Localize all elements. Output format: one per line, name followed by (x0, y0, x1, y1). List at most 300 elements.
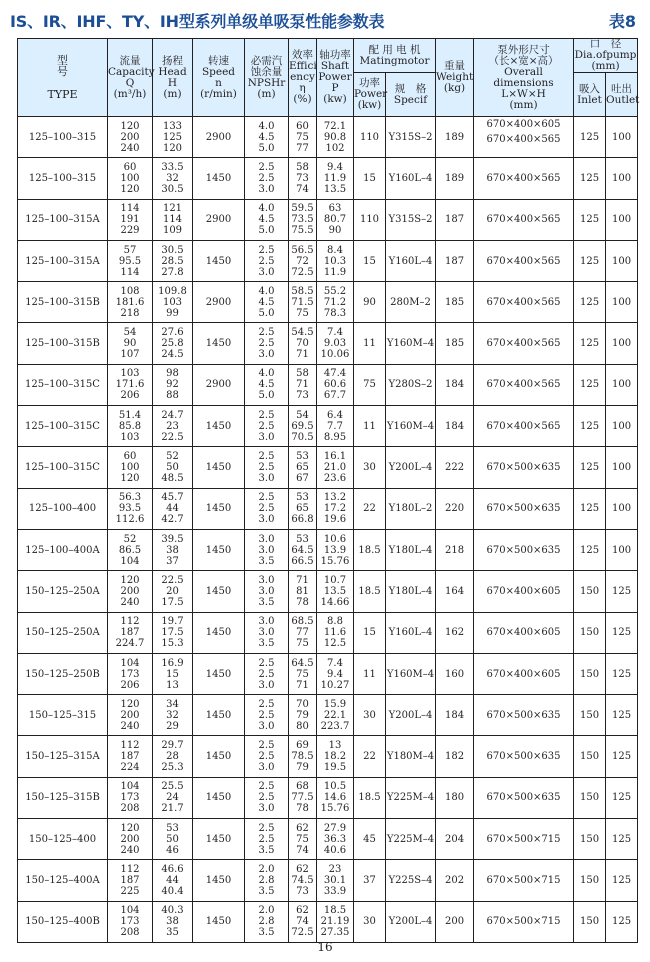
header-diameter: 口 径 Dia.ofpump (mm) (574, 38, 637, 72)
cell-capacity: 112 187 224.7 (108, 612, 153, 653)
cell-efficiency: 56.5 72 72.5 (289, 240, 317, 281)
cell-motor-power: 30 (354, 901, 386, 942)
cell-weight: 187 (436, 240, 474, 281)
cell-speed: 1450 (193, 612, 245, 653)
cell-head: 109.8 103 99 (153, 282, 193, 323)
cell-shaft-power: 47.4 60.6 67.7 (317, 364, 354, 405)
cell-speed: 1450 (193, 819, 245, 860)
cell-dimensions: 670×400×565 (474, 199, 574, 240)
cell-shaft-power: 18.5 21.19 27.35 (317, 901, 354, 942)
cell-motor-spec: Y225M–4 (386, 819, 436, 860)
cell-capacity: 56.3 93.5 112.6 (108, 488, 153, 529)
cell-outlet: 125 (606, 860, 638, 901)
cell-motor-power: 11 (354, 653, 386, 694)
cell-weight: 189 (436, 117, 474, 158)
cell-weight: 180 (436, 777, 474, 818)
cell-npsh: 4.0 4.5 5.0 (245, 282, 289, 323)
cell-model: 125–100–315B (18, 323, 108, 364)
table-row (18, 736, 638, 777)
cell-motor-spec: 280M–2 (386, 282, 436, 323)
cell-model: 125–100–315A (18, 240, 108, 281)
cell-inlet: 125 (574, 364, 606, 405)
cell-model: 125–100–400 (18, 488, 108, 529)
table-row (18, 158, 638, 199)
cell-motor-spec: Y200L–4 (386, 695, 436, 736)
cell-motor-power: 110 (354, 117, 386, 158)
cell-npsh: 2.5 2.5 3.5 (245, 819, 289, 860)
cell-speed: 1450 (193, 860, 245, 901)
cell-head: 33.5 32 30.5 (153, 158, 193, 199)
table-row (18, 529, 638, 570)
cell-capacity: 120 200 240 (108, 117, 153, 158)
cell-efficiency: 70 79 80 (289, 695, 317, 736)
cell-shaft-power: 63 80.7 90 (317, 199, 354, 240)
cell-motor-power: 15 (354, 158, 386, 199)
cell-efficiency: 58.5 71.5 75 (289, 282, 317, 323)
cell-outlet: 125 (606, 901, 638, 942)
table-row (18, 406, 638, 447)
cell-dimensions: 670×400×565 (474, 406, 574, 447)
table-row (18, 240, 638, 281)
cell-inlet: 125 (574, 323, 606, 364)
cell-outlet: 125 (606, 736, 638, 777)
cell-outlet: 125 (606, 571, 638, 612)
cell-speed: 1450 (193, 653, 245, 694)
cell-motor-power: 22 (354, 736, 386, 777)
cell-inlet: 125 (574, 158, 606, 199)
cell-head: 24.7 23 22.5 (153, 406, 193, 447)
cell-efficiency: 62 75 74 (289, 819, 317, 860)
cell-shaft-power: 7.4 9.03 10.06 (317, 323, 354, 364)
header-motor-spec: 规 格 Specif (386, 73, 436, 117)
cell-efficiency: 62 74.5 73 (289, 860, 317, 901)
cell-inlet: 150 (574, 653, 606, 694)
cell-inlet: 150 (574, 819, 606, 860)
cell-weight: 184 (436, 364, 474, 405)
cell-motor-power: 11 (354, 323, 386, 364)
cell-efficiency: 60 75 77 (289, 117, 317, 158)
cell-shaft-power: 8.4 10.3 11.9 (317, 240, 354, 281)
table-row (18, 282, 638, 323)
cell-efficiency: 59.5 73.5 75.5 (289, 199, 317, 240)
cell-head: 40.3 38 35 (153, 901, 193, 942)
cell-outlet: 100 (606, 323, 638, 364)
header-weight: 重量 Weight (kg) (436, 39, 474, 117)
cell-model: 125–100–315A (18, 199, 108, 240)
cell-npsh: 2.5 2.5 3.0 (245, 240, 289, 281)
cell-motor-spec: Y225S–4 (386, 860, 436, 901)
cell-dimensions: 670×500×715 (474, 819, 574, 860)
cell-motor-power: 18.5 (354, 571, 386, 612)
cell-shaft-power: 23 30.1 33.9 (317, 860, 354, 901)
pump-performance-table (17, 38, 638, 943)
cell-head: 30.5 28.5 27.8 (153, 240, 193, 281)
cell-speed: 1450 (193, 488, 245, 529)
cell-motor-spec: Y200L–4 (386, 447, 436, 488)
table-row (18, 653, 638, 694)
cell-motor-spec: Y225M–4 (386, 777, 436, 818)
table-row (18, 364, 638, 405)
cell-inlet: 150 (574, 736, 606, 777)
table-row (18, 777, 638, 818)
cell-npsh: 3.0 3.0 3.5 (245, 529, 289, 570)
table-row (18, 488, 638, 529)
cell-speed: 2900 (193, 282, 245, 323)
cell-dimensions: 670×400×565 (474, 240, 574, 281)
cell-capacity: 112 187 224 (108, 736, 153, 777)
cell-model: 150–125–400A (18, 860, 108, 901)
cell-motor-power: 18.5 (354, 529, 386, 570)
cell-outlet: 125 (606, 695, 638, 736)
cell-speed: 2900 (193, 199, 245, 240)
cell-npsh: 2.5 2.5 3.0 (245, 653, 289, 694)
cell-head: 133 125 120 (153, 117, 193, 158)
cell-speed: 1450 (193, 777, 245, 818)
cell-motor-spec: Y160L–4 (386, 612, 436, 653)
header-outlet: 吐出 Outlet (606, 73, 638, 117)
cell-efficiency: 64.5 75 71 (289, 653, 317, 694)
cell-motor-power: 37 (354, 860, 386, 901)
cell-capacity: 104 173 206 (108, 653, 153, 694)
cell-motor-power: 15 (354, 240, 386, 281)
cell-outlet: 100 (606, 240, 638, 281)
cell-npsh: 2.5 2.5 3.0 (245, 736, 289, 777)
cell-efficiency: 68 77.5 78 (289, 777, 317, 818)
cell-outlet: 125 (606, 653, 638, 694)
cell-weight: 162 (436, 612, 474, 653)
cell-speed: 2900 (193, 117, 245, 158)
cell-shaft-power: 16.1 21.0 23.6 (317, 447, 354, 488)
header-dimensions: 泵外形尺寸 （长×宽×高） Overall dimensions L×W×H (mm) (474, 39, 574, 117)
cell-motor-power: 75 (354, 364, 386, 405)
cell-inlet: 150 (574, 860, 606, 901)
cell-speed: 1450 (193, 571, 245, 612)
cell-capacity: 51.4 85.8 103 (108, 406, 153, 447)
header-npsh: 必需汽 蚀余量 NPSHr (m) (245, 39, 289, 117)
page-number: 16 (317, 940, 333, 954)
cell-capacity: 54 90 107 (108, 323, 153, 364)
cell-npsh: 2.5 2.5 3.0 (245, 695, 289, 736)
cell-motor-power: 30 (354, 447, 386, 488)
cell-dimensions: 670×500×715 (474, 901, 574, 942)
cell-outlet: 100 (606, 447, 638, 488)
cell-outlet: 100 (606, 282, 638, 323)
cell-outlet: 100 (606, 199, 638, 240)
cell-shaft-power: 10.7 13.5 14.66 (317, 571, 354, 612)
cell-dimensions: 670×400×565 (474, 282, 574, 323)
cell-head: 52 50 48.5 (153, 447, 193, 488)
cell-head: 53 50 46 (153, 819, 193, 860)
cell-head: 98 92 88 (153, 364, 193, 405)
cell-motor-spec: Y315S–2 (386, 199, 436, 240)
cell-model: 125–100–315C (18, 364, 108, 405)
cell-outlet: 100 (606, 529, 638, 570)
cell-dimensions: 670×400×605 (474, 612, 574, 653)
cell-dimensions: 670×400×565 (474, 364, 574, 405)
cell-inlet: 125 (574, 488, 606, 529)
cell-dimensions: 670×400×605 (474, 653, 574, 694)
cell-model: 125–100–315 (18, 117, 108, 158)
cell-motor-spec: Y160M–4 (386, 406, 436, 447)
cell-weight: 218 (436, 529, 474, 570)
cell-motor-power: 22 (354, 488, 386, 529)
cell-dimensions: 670×400×565 (474, 323, 574, 364)
header-shaft-power: 轴功率 Shaft Power P (kw) (317, 39, 354, 117)
cell-outlet: 100 (606, 364, 638, 405)
cell-efficiency: 68.5 77 75 (289, 612, 317, 653)
cell-inlet: 125 (574, 447, 606, 488)
cell-model: 150–125–400 (18, 819, 108, 860)
cell-efficiency: 53 64.5 66.5 (289, 529, 317, 570)
cell-speed: 1450 (193, 406, 245, 447)
cell-outlet: 125 (606, 612, 638, 653)
cell-npsh: 3.0 3.0 3.5 (245, 612, 289, 653)
cell-inlet: 150 (574, 612, 606, 653)
cell-shaft-power: 13.2 17.2 19.6 (317, 488, 354, 529)
cell-inlet: 150 (574, 901, 606, 942)
cell-inlet: 125 (574, 529, 606, 570)
cell-outlet: 125 (606, 819, 638, 860)
cell-shaft-power: 72.1 90.8 102 (317, 117, 354, 158)
cell-head: 46.6 44 40.4 (153, 860, 193, 901)
cell-model: 150–125–315B (18, 777, 108, 818)
cell-speed: 1450 (193, 736, 245, 777)
cell-capacity: 103 171.6 206 (108, 364, 153, 405)
cell-dimensions: 670×500×635 (474, 447, 574, 488)
cell-weight: 185 (436, 282, 474, 323)
cell-shaft-power: 15.9 22.1 223.7 (317, 695, 354, 736)
cell-dimensions: 670×400×605 (474, 571, 574, 612)
table-row (18, 860, 638, 901)
cell-capacity: 60 100 120 (108, 447, 153, 488)
cell-model: 125–100–315C (18, 406, 108, 447)
cell-dimensions: 670×400×605 670×400×565 (474, 117, 574, 158)
cell-npsh: 3.0 3.0 3.5 (245, 571, 289, 612)
cell-inlet: 150 (574, 571, 606, 612)
cell-capacity: 112 187 225 (108, 860, 153, 901)
cell-speed: 1450 (193, 901, 245, 942)
cell-shaft-power: 9.4 11.9 13.5 (317, 158, 354, 199)
cell-motor-power: 18.5 (354, 777, 386, 818)
cell-dimensions: 670×500×635 (474, 777, 574, 818)
table-row (18, 117, 638, 158)
cell-capacity: 104 173 208 (108, 901, 153, 942)
cell-efficiency: 53 65 66.8 (289, 488, 317, 529)
header-motor: 配 用 电 机 Matingmotor (354, 39, 436, 73)
cell-npsh: 2.5 2.5 3.0 (245, 158, 289, 199)
cell-motor-spec: Y280S–2 (386, 364, 436, 405)
cell-dimensions: 670×500×635 (474, 736, 574, 777)
cell-head: 34 32 29 (153, 695, 193, 736)
cell-inlet: 150 (574, 695, 606, 736)
header-speed: 转速 Speed n (r/min) (193, 39, 245, 117)
cell-motor-spec: Y160M–4 (386, 323, 436, 364)
cell-speed: 2900 (193, 364, 245, 405)
cell-capacity: 104 173 208 (108, 777, 153, 818)
cell-motor-power: 110 (354, 199, 386, 240)
cell-motor-power: 30 (354, 695, 386, 736)
cell-motor-spec: Y180M–4 (386, 736, 436, 777)
cell-outlet: 100 (606, 488, 638, 529)
cell-dimensions: 670×500×635 (474, 488, 574, 529)
cell-speed: 1450 (193, 323, 245, 364)
cell-npsh: 2.5 2.5 3.0 (245, 406, 289, 447)
cell-capacity: 114 191 229 (108, 199, 153, 240)
cell-speed: 1450 (193, 158, 245, 199)
table-row (18, 199, 638, 240)
table-row (18, 612, 638, 653)
cell-capacity: 57 95.5 114 (108, 240, 153, 281)
cell-dimensions: 670×500×635 (474, 529, 574, 570)
cell-npsh: 2.5 2.5 3.0 (245, 323, 289, 364)
cell-capacity: 52 86.5 104 (108, 529, 153, 570)
header-efficiency: 效率 Effici ency η (%) (289, 39, 317, 117)
cell-weight: 202 (436, 860, 474, 901)
cell-npsh: 2.0 2.8 3.5 (245, 860, 289, 901)
cell-inlet: 125 (574, 406, 606, 447)
cell-model: 150–125–315 (18, 695, 108, 736)
cell-efficiency: 69 78.5 79 (289, 736, 317, 777)
cell-capacity: 120 200 240 (108, 819, 153, 860)
cell-head: 27.6 25.8 24.5 (153, 323, 193, 364)
cell-weight: 204 (436, 819, 474, 860)
cell-model: 125–100–400A (18, 529, 108, 570)
cell-npsh: 2.5 2.5 3.0 (245, 447, 289, 488)
cell-shaft-power: 55.2 71.2 78.3 (317, 282, 354, 323)
cell-weight: 164 (436, 571, 474, 612)
cell-inlet: 125 (574, 117, 606, 158)
table-row (18, 447, 638, 488)
cell-model: 125–100–315B (18, 282, 108, 323)
cell-motor-power: 45 (354, 819, 386, 860)
cell-weight: 187 (436, 199, 474, 240)
cell-outlet: 100 (606, 406, 638, 447)
cell-capacity: 60 100 120 (108, 158, 153, 199)
header-capacity: 流量 Capacity Q (m³/h) (108, 39, 153, 117)
cell-weight: 184 (436, 695, 474, 736)
cell-model: 125–100–315 (18, 158, 108, 199)
cell-inlet: 150 (574, 777, 606, 818)
cell-speed: 1450 (193, 240, 245, 281)
cell-shaft-power: 27.9 36.3 40.6 (317, 819, 354, 860)
cell-efficiency: 58 73 74 (289, 158, 317, 199)
cell-npsh: 2.5 2.5 3.0 (245, 777, 289, 818)
cell-weight: 220 (436, 488, 474, 529)
cell-motor-spec: Y160M–4 (386, 653, 436, 694)
cell-motor-spec: Y180L–2 (386, 488, 436, 529)
cell-npsh: 2.0 2.8 3.5 (245, 901, 289, 942)
cell-weight: 200 (436, 901, 474, 942)
header-model: 型号 TYPE (18, 39, 108, 117)
cell-motor-spec: Y160L–4 (386, 158, 436, 199)
table-row (18, 571, 638, 612)
cell-model: 150–125–315A (18, 736, 108, 777)
cell-inlet: 125 (574, 282, 606, 323)
cell-model: 150–125–250A (18, 612, 108, 653)
cell-shaft-power: 7.4 9.4 10.27 (317, 653, 354, 694)
cell-capacity: 120 200 240 (108, 571, 153, 612)
cell-head: 22.5 20 17.5 (153, 571, 193, 612)
cell-efficiency: 54.5 70 71 (289, 323, 317, 364)
cell-capacity: 120 200 240 (108, 695, 153, 736)
cell-motor-power: 11 (354, 406, 386, 447)
table-number: 表8 (608, 12, 636, 31)
cell-model: 150–125–400B (18, 901, 108, 942)
cell-weight: 222 (436, 447, 474, 488)
cell-efficiency: 54 69.5 70.5 (289, 406, 317, 447)
cell-shaft-power: 6.4 7.7 8.95 (317, 406, 354, 447)
page-header (0, 0, 650, 38)
cell-motor-power: 15 (354, 612, 386, 653)
cell-npsh: 4.0 4.5 5.0 (245, 199, 289, 240)
cell-motor-spec: Y180L–4 (386, 529, 436, 570)
cell-efficiency: 62 74 72.5 (289, 901, 317, 942)
cell-shaft-power: 10.5 14.6 15.76 (317, 777, 354, 818)
cell-shaft-power: 13 18.2 19.5 (317, 736, 354, 777)
table-row (18, 901, 638, 942)
cell-head: 39.5 38 37 (153, 529, 193, 570)
cell-shaft-power: 10.6 13.9 15.76 (317, 529, 354, 570)
cell-dimensions: 670×400×565 (474, 158, 574, 199)
cell-efficiency: 58 71 73 (289, 364, 317, 405)
cell-head: 121 114 109 (153, 199, 193, 240)
cell-motor-power: 90 (354, 282, 386, 323)
cell-weight: 182 (436, 736, 474, 777)
header-motor-power: 功率 Power (kw) (354, 73, 386, 117)
cell-speed: 1450 (193, 529, 245, 570)
cell-weight: 185 (436, 323, 474, 364)
cell-head: 45.7 44 42.7 (153, 488, 193, 529)
document-title: IS、IR、IHF、TY、IH型系列单级单吸泵性能参数表 (10, 12, 385, 31)
cell-dimensions: 670×500×715 (474, 860, 574, 901)
cell-inlet: 125 (574, 240, 606, 281)
cell-outlet: 100 (606, 158, 638, 199)
cell-head: 19.7 17.5 15.3 (153, 612, 193, 653)
cell-efficiency: 53 65 67 (289, 447, 317, 488)
cell-speed: 1450 (193, 695, 245, 736)
table-body (18, 117, 638, 943)
table-row (18, 695, 638, 736)
cell-npsh: 4.0 4.5 5.0 (245, 117, 289, 158)
cell-model: 125–100–315C (18, 447, 108, 488)
cell-model: 150–125–250B (18, 653, 108, 694)
cell-motor-spec: Y180L–4 (386, 571, 436, 612)
table-row (18, 819, 638, 860)
cell-head: 29.7 28 25.3 (153, 736, 193, 777)
cell-head: 16.9 15 13 (153, 653, 193, 694)
cell-model: 150–125–250A (18, 571, 108, 612)
cell-npsh: 4.0 4.5 5.0 (245, 364, 289, 405)
cell-weight: 189 (436, 158, 474, 199)
cell-efficiency: 71 81 78 (289, 571, 317, 612)
header-inlet: 吸入 Inlet (574, 73, 606, 117)
cell-speed: 1450 (193, 447, 245, 488)
cell-shaft-power: 8.8 11.6 12.5 (317, 612, 354, 653)
cell-outlet: 125 (606, 777, 638, 818)
cell-inlet: 125 (574, 199, 606, 240)
cell-npsh: 2.5 2.5 3.0 (245, 488, 289, 529)
cell-dimensions: 670×500×635 (474, 695, 574, 736)
cell-motor-spec: Y315S–2 (386, 117, 436, 158)
cell-motor-spec: Y200L–4 (386, 901, 436, 942)
cell-weight: 184 (436, 406, 474, 447)
cell-weight: 160 (436, 653, 474, 694)
cell-capacity: 108 181.6 218 (108, 282, 153, 323)
cell-head: 25.5 24 21.7 (153, 777, 193, 818)
cell-motor-spec: Y160L–4 (386, 240, 436, 281)
header-head: 扬程 Head H (m) (153, 39, 193, 117)
table-row (18, 323, 638, 364)
